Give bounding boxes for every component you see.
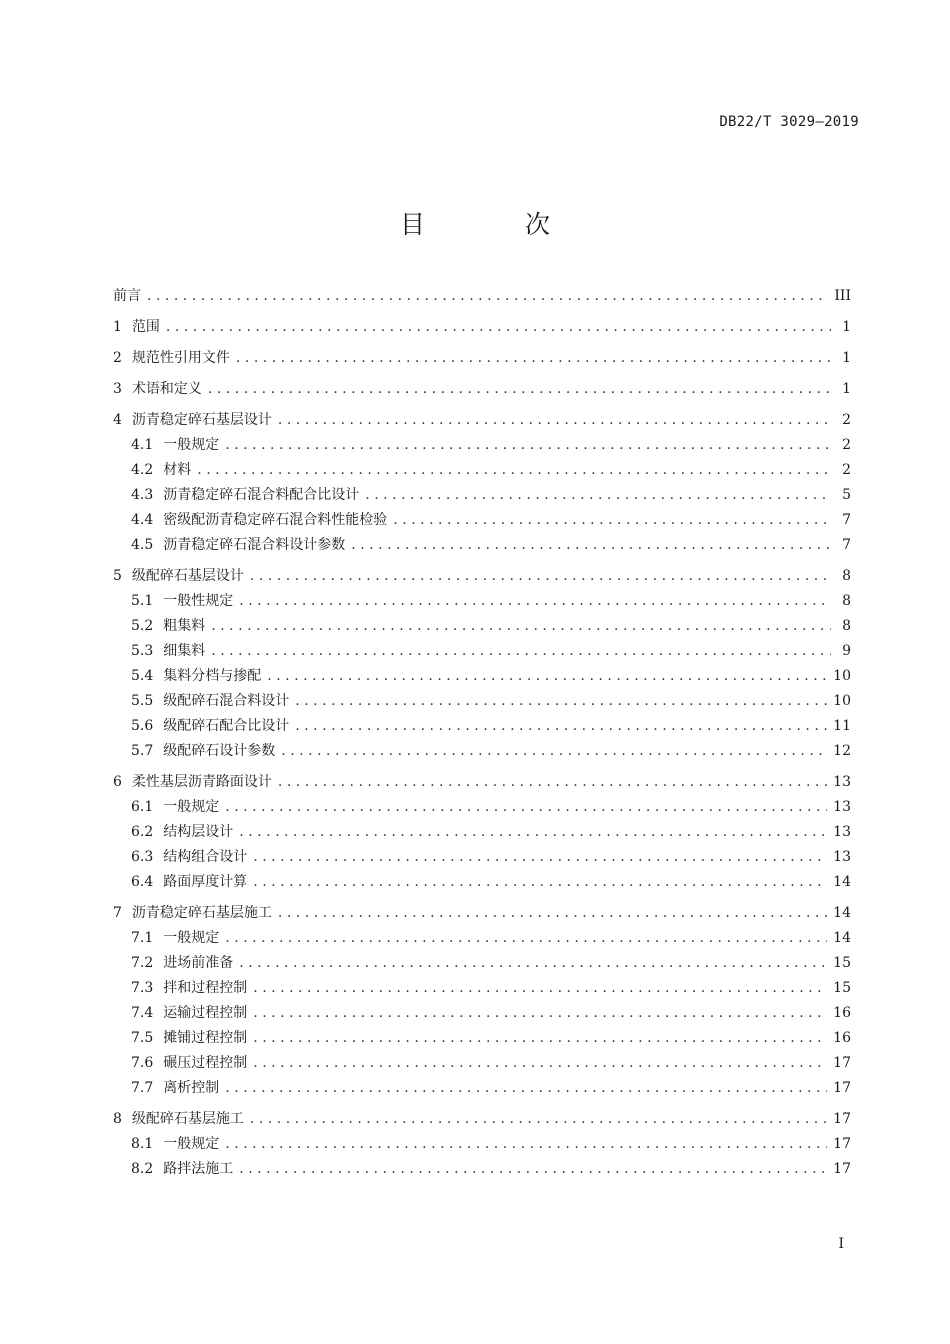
toc-entry-label — [131, 1157, 233, 1182]
toc-entry-page: 7 — [842, 512, 851, 528]
toc-entry-page: 16 — [833, 1005, 851, 1021]
dot-leader — [211, 639, 831, 664]
toc-entry-number: 7 — [113, 905, 122, 921]
toc-entry-label — [113, 377, 202, 402]
page-number: I — [838, 1236, 844, 1252]
toc-entry-number: 4.5 — [131, 537, 154, 553]
toc-entry-label — [131, 1076, 219, 1101]
toc-entry-page: 13 — [833, 799, 851, 815]
toc-entry[interactable] — [113, 901, 851, 926]
toc-entry-page: 13 — [833, 824, 851, 840]
toc-entry-number: 8 — [113, 1111, 122, 1127]
toc-entry-label — [131, 870, 247, 895]
toc-entry[interactable] — [113, 1026, 851, 1051]
toc-entry-label — [113, 408, 272, 433]
toc-entry[interactable] — [113, 564, 851, 589]
toc-entry-text: 范围 — [131, 319, 160, 335]
toc-entry-page: 17 — [833, 1080, 851, 1096]
toc-entry-text: 结构层设计 — [163, 824, 234, 840]
toc-entry[interactable] — [113, 1051, 851, 1076]
toc-entry-label — [131, 664, 261, 689]
toc-entry-text: 材料 — [163, 462, 192, 478]
toc-entry-page: 1 — [842, 381, 851, 397]
toc-entry[interactable] — [113, 508, 851, 533]
toc-entry-label — [113, 315, 160, 340]
toc-entry-page: 17 — [833, 1161, 851, 1177]
page-title: 目 次 — [400, 210, 596, 239]
toc-entry-page: 2 — [842, 412, 851, 428]
toc-entry-number: 7.4 — [131, 1005, 154, 1021]
toc-entry-number: 5 — [113, 568, 122, 584]
toc-entry-label — [131, 433, 219, 458]
toc-entry-text: 摊铺过程控制 — [163, 1030, 248, 1046]
toc-entry-label — [131, 714, 289, 739]
toc-entry-text: 路面厚度计算 — [163, 874, 248, 890]
toc-entry-page: 1 — [842, 319, 851, 335]
toc-entry-text: 前言 — [113, 288, 141, 304]
dot-leader — [278, 901, 827, 926]
toc-entry-number: 7.1 — [131, 930, 154, 946]
toc-entry-number: 1 — [113, 319, 122, 335]
toc-entry-number: 4.2 — [131, 462, 154, 478]
dot-leader — [253, 976, 827, 1001]
dot-leader — [197, 458, 831, 483]
toc-entry-number: 8.2 — [131, 1161, 154, 1177]
toc-entry-page: 10 — [833, 693, 851, 709]
toc-entry-text: 进场前准备 — [163, 955, 234, 971]
dot-leader — [393, 508, 831, 533]
dot-leader — [239, 1157, 827, 1182]
toc-entry-label — [113, 1107, 244, 1132]
toc-entry[interactable] — [113, 664, 851, 689]
toc-entry[interactable] — [113, 589, 851, 614]
toc-entry-label — [131, 845, 247, 870]
toc-entry-page: 17 — [833, 1111, 851, 1127]
toc-entry[interactable] — [113, 483, 851, 508]
toc-entry[interactable] — [113, 976, 851, 1001]
toc-entry-label — [131, 614, 205, 639]
toc-entry-number: 4.4 — [131, 512, 154, 528]
dot-leader — [295, 714, 827, 739]
toc-entry-text: 一般规定 — [163, 799, 220, 815]
toc-entry[interactable] — [113, 1132, 851, 1157]
dot-leader — [239, 820, 827, 845]
toc-entry-number: 5.4 — [131, 668, 154, 684]
toc-entry-number: 5.1 — [131, 593, 154, 609]
toc-entry[interactable] — [113, 845, 851, 870]
toc-entry-text: 规范性引用文件 — [131, 350, 230, 366]
toc-entry-label — [131, 589, 233, 614]
toc-entry[interactable] — [113, 926, 851, 951]
dot-leader — [278, 408, 831, 433]
toc-entry-label — [113, 770, 272, 795]
toc-entry-label — [113, 564, 244, 589]
toc-entry[interactable] — [113, 346, 851, 371]
dot-leader — [225, 1076, 827, 1101]
toc-entry-text: 一般规定 — [163, 437, 220, 453]
toc-entry[interactable] — [113, 377, 851, 402]
toc-entry-page: 12 — [833, 743, 851, 759]
dot-leader — [267, 664, 827, 689]
toc-entry-page: 10 — [833, 668, 851, 684]
toc-entry-text: 沥青稳定碎石基层设计 — [131, 412, 272, 428]
toc-entry-text: 碾压过程控制 — [163, 1055, 248, 1071]
dot-leader — [295, 689, 827, 714]
toc-entry[interactable] — [113, 408, 851, 433]
toc-entry[interactable] — [113, 795, 851, 820]
dot-leader — [208, 377, 831, 402]
toc-entry-text: 一般性规定 — [163, 593, 234, 609]
toc-entry[interactable] — [113, 458, 851, 483]
toc-entry-page: 14 — [833, 930, 851, 946]
toc-entry-page: 2 — [842, 437, 851, 453]
toc-entry-page: 15 — [833, 955, 851, 971]
toc-entry-number: 7.2 — [131, 955, 154, 971]
toc-entry-label — [131, 976, 247, 1001]
toc-entry-number: 2 — [113, 350, 122, 366]
dot-leader — [253, 1026, 827, 1051]
toc-entry[interactable] — [113, 1107, 851, 1132]
toc-entry-text: 密级配沥青稳定碎石混合料性能检验 — [163, 512, 388, 528]
toc-entry[interactable] — [113, 315, 851, 340]
toc-entry-text: 级配碎石混合料设计 — [163, 693, 290, 709]
toc-entry[interactable] — [113, 820, 851, 845]
toc-entry-page: 7 — [842, 537, 851, 553]
toc-entry-page: 16 — [833, 1030, 851, 1046]
dot-leader — [225, 433, 831, 458]
toc-entry-page: 11 — [833, 718, 851, 734]
toc-entry[interactable] — [113, 770, 851, 795]
dot-leader — [281, 739, 827, 764]
toc-entry-text: 路拌法施工 — [163, 1161, 234, 1177]
toc-entry[interactable] — [113, 739, 851, 764]
toc-entry-page: 9 — [842, 643, 851, 659]
dot-leader — [351, 533, 831, 558]
toc-entry-page: 17 — [833, 1136, 851, 1152]
toc-entry-text: 级配碎石基层设计 — [131, 568, 244, 584]
toc-entry-number: 6.2 — [131, 824, 154, 840]
toc-entry-number: 7.6 — [131, 1055, 154, 1071]
toc-entry-label — [131, 1026, 247, 1051]
toc-entry-text: 术语和定义 — [131, 381, 202, 397]
toc-entry-text: 级配碎石配合比设计 — [163, 718, 290, 734]
toc-entry[interactable] — [113, 714, 851, 739]
toc-entry-text: 离析控制 — [163, 1080, 220, 1096]
toc-entry-label — [131, 951, 233, 976]
toc-entry-text: 沥青稳定碎石混合料配合比设计 — [163, 487, 360, 503]
toc-entry-text: 一般规定 — [163, 1136, 220, 1152]
toc-entry-number: 5.7 — [131, 743, 154, 759]
toc-entry-number: 7.7 — [131, 1080, 154, 1096]
toc-entry[interactable] — [113, 1001, 851, 1026]
table-of-contents — [113, 284, 851, 1182]
toc-entry-number: 5.2 — [131, 618, 154, 634]
dot-leader — [147, 284, 828, 309]
dot-leader — [250, 564, 831, 589]
toc-entry[interactable] — [113, 284, 851, 309]
toc-entry[interactable] — [113, 614, 851, 639]
toc-entry-page: 2 — [842, 462, 851, 478]
toc-entry-number: 6 — [113, 774, 122, 790]
toc-entry[interactable] — [113, 1157, 851, 1182]
toc-entry-number: 7.5 — [131, 1030, 154, 1046]
toc-entry-text: 柔性基层沥青路面设计 — [131, 774, 272, 790]
toc-entry-number: 6.4 — [131, 874, 154, 890]
toc-entry-text: 级配碎石基层施工 — [131, 1111, 244, 1127]
toc-entry-number: 4.3 — [131, 487, 154, 503]
toc-entry-text: 沥青稳定碎石基层施工 — [131, 905, 272, 921]
dot-leader — [365, 483, 831, 508]
dot-leader — [236, 346, 831, 371]
dot-leader — [250, 1107, 827, 1132]
dot-leader — [225, 926, 827, 951]
toc-entry-number: 5.5 — [131, 693, 154, 709]
toc-entry-label — [131, 739, 275, 764]
toc-entry-text: 沥青稳定碎石混合料设计参数 — [163, 537, 346, 553]
toc-entry-label — [113, 346, 230, 371]
toc-entry-text: 集料分档与掺配 — [163, 668, 262, 684]
toc-entry-label — [131, 1001, 247, 1026]
toc-entry-label — [131, 508, 387, 533]
toc-entry[interactable] — [113, 1076, 851, 1101]
dot-leader — [239, 589, 831, 614]
dot-leader — [253, 845, 827, 870]
toc-entry-number: 4 — [113, 412, 122, 428]
dot-leader — [225, 795, 827, 820]
toc-entry-page: 15 — [833, 980, 851, 996]
toc-entry-number: 6.1 — [131, 799, 154, 815]
toc-entry-page: 5 — [842, 487, 851, 503]
toc-entry-label — [131, 820, 233, 845]
dot-leader — [211, 614, 831, 639]
toc-entry-page: III — [834, 288, 851, 304]
toc-entry-page: 8 — [842, 618, 851, 634]
toc-entry-label — [131, 639, 205, 664]
toc-entry-page: 14 — [833, 905, 851, 921]
toc-entry-label — [131, 689, 289, 714]
dot-leader — [166, 315, 831, 340]
toc-entry-number: 6.3 — [131, 849, 154, 865]
toc-entry-label — [131, 1051, 247, 1076]
toc-entry-page: 14 — [833, 874, 851, 890]
toc-entry-page: 13 — [833, 774, 851, 790]
document-code: DB22/T 3029—2019 — [719, 114, 859, 130]
dot-leader — [253, 1051, 827, 1076]
toc-entry[interactable] — [113, 533, 851, 558]
toc-entry-text: 拌和过程控制 — [163, 980, 248, 996]
toc-entry[interactable] — [113, 433, 851, 458]
toc-entry-page: 1 — [842, 350, 851, 366]
toc-entry-label — [131, 533, 345, 558]
toc-entry-label — [131, 795, 219, 820]
toc-entry-label — [131, 458, 191, 483]
dot-leader — [225, 1132, 827, 1157]
dot-leader — [239, 951, 827, 976]
toc-entry[interactable] — [113, 951, 851, 976]
toc-entry-text: 结构组合设计 — [163, 849, 248, 865]
toc-entry-text: 运输过程控制 — [163, 1005, 248, 1021]
toc-entry[interactable] — [113, 870, 851, 895]
toc-entry-page: 8 — [842, 593, 851, 609]
toc-entry-text: 一般规定 — [163, 930, 220, 946]
toc-entry-text: 粗集料 — [163, 618, 206, 634]
dot-leader — [278, 770, 827, 795]
toc-entry-page: 8 — [842, 568, 851, 584]
toc-entry-label — [131, 483, 359, 508]
toc-entry-number: 5.3 — [131, 643, 154, 659]
toc-entry[interactable] — [113, 639, 851, 664]
toc-entry-label — [113, 284, 141, 309]
toc-entry-label — [131, 926, 219, 951]
toc-entry-page: 17 — [833, 1055, 851, 1071]
toc-entry-label — [131, 1132, 219, 1157]
toc-entry-number: 7.3 — [131, 980, 154, 996]
toc-entry-number: 5.6 — [131, 718, 154, 734]
dot-leader — [253, 1001, 827, 1026]
toc-entry-number: 8.1 — [131, 1136, 154, 1152]
toc-entry-text: 细集料 — [163, 643, 206, 659]
toc-entry-label — [113, 901, 272, 926]
toc-entry-number: 3 — [113, 381, 122, 397]
dot-leader — [253, 870, 827, 895]
toc-entry-page: 13 — [833, 849, 851, 865]
toc-entry-text: 级配碎石设计参数 — [163, 743, 276, 759]
toc-entry[interactable] — [113, 689, 851, 714]
toc-entry-number: 4.1 — [131, 437, 154, 453]
